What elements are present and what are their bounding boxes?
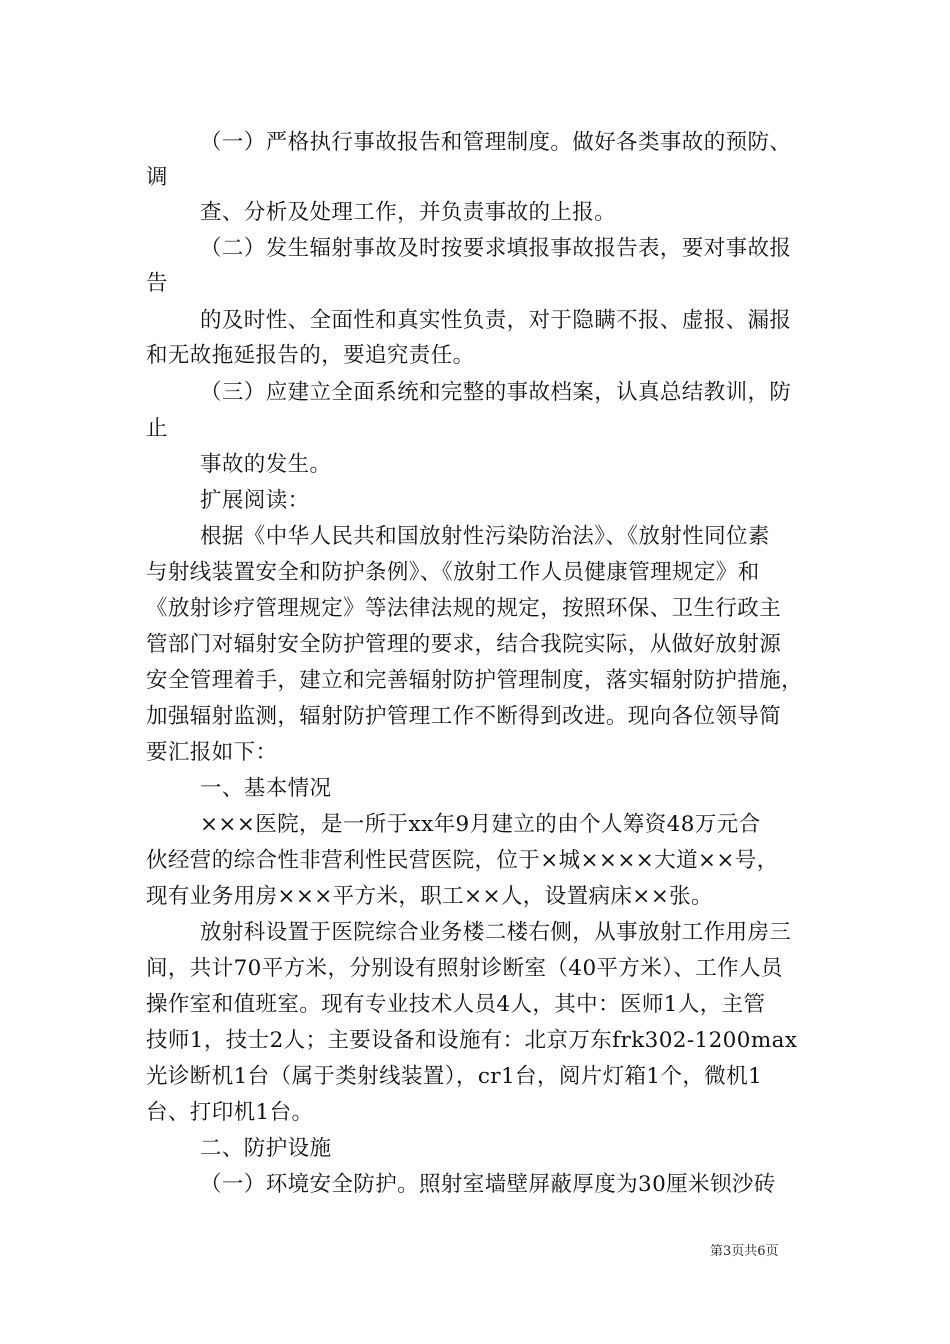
text-line: 告 [146,271,168,296]
text-line: 二、防护设施 [200,1136,332,1161]
text-line: 的及时性、全面性和真实性负责，对于隐瞒不报、虚报、漏报 [200,308,792,333]
text-line: 间，共计70平方米，分别设有照射诊断室（40平方米）、工作人员 [146,956,783,981]
text-line: 技师1，技士2人；主要设备和设施有：北京万东frk302-1200max [146,1028,798,1053]
text-line: 台、打印机1台。 [146,1100,314,1125]
text-line: 和无故拖延报告的，要追究责任。 [146,343,475,368]
text-line: 光诊断机1台（属于类射线装置），cr1台，阅片灯箱1个，微机1 [146,1064,763,1089]
text-line: （三）应建立全面系统和完整的事故档案，认真总结教训，防 [200,380,792,405]
text-line: 止 [146,416,168,441]
text-line: 调 [146,165,168,190]
text-line: 现有业务用房×××平方米，职工××人，设置病床××张。 [146,884,713,909]
page-number: 第3页共6页 [710,1244,779,1259]
text-line: 《放射诊疗管理规定》等法律法规的规定，按照环保、卫生行政主 [146,596,782,621]
text-line: （二）发生辐射事故及时按要求填报事故报告表，要对事故报 [200,236,792,261]
text-line: 查、分析及处理工作，并负责事故的上报。 [200,200,617,225]
text-line: 安全管理着手，建立和完善辐射防护管理制度，落实辐射防护措施， [146,668,804,693]
text-line: ×××医院，是一所于xx年9月建立的由个人筹资48万元合 [200,812,761,837]
text-line: 管部门对辐射安全防护管理的要求，结合我院实际，从做好放射源 [146,632,782,657]
text-line: 事故的发生。 [200,452,332,477]
text-line: （一）严格执行事故报告和管理制度。做好各类事故的预防、 [200,130,792,155]
text-line: 操作室和值班室。现有专业技术人员4人，其中：医师1人，主管 [146,992,766,1017]
text-line: 伙经营的综合性非营利性民营医院，位于×城××××大道××号， [146,848,779,873]
text-line: 扩展阅读： [200,488,310,513]
text-line: （一）环境安全防护。照射室墙壁屏蔽厚度为30厘米钡沙砖 [200,1172,776,1197]
text-line: 加强辐射监测，辐射防护管理工作不断得到改进。现向各位领导简 [146,704,782,729]
text-line: 要汇报如下： [146,740,278,765]
text-line: 放射科设置于医院综合业务楼二楼右侧，从事放射工作用房三 [200,920,792,945]
text-line: 根据《中华人民共和国放射性污染防治法》、《放射性同位素 [200,524,770,549]
text-line: 一、基本情况 [200,776,332,801]
text-line: 与射线装置安全和防护条例》、《放射工作人员健康管理规定》和 [146,560,760,585]
